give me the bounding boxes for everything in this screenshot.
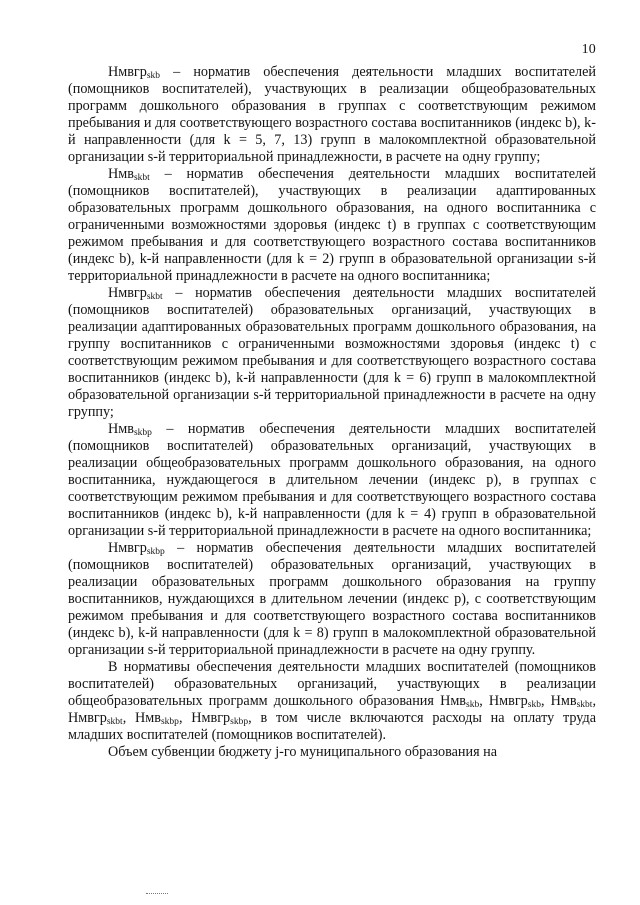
symbol-subscript: skb [466,700,480,710]
separator: , [122,710,136,726]
paragraph-text: , в том числе включаются расходы на оплату труда младших воспитателей (помощников воспитателей). [68,710,596,743]
page-number: 10 [581,42,596,57]
separator: , [592,693,596,709]
paragraph-normative-nmvgr-skbt [68,285,596,421]
separator: , [178,710,192,726]
symbol-subscript: skb [527,700,541,710]
symbol: Нмвгр [108,64,147,80]
paragraph-text: – норматив обеспечения деятельности младших воспитателей (помощников воспитателей), участвующих в реализации адаптированных образовательных программ дошкольного образования, на одного воспитанника с ограниченными возможностями здоровья (индекс t) в группах с соответствующим режимом пребывания и для соответствующего возрастного состава воспитанников (индекс b), k-й направленности (для k = 2) групп в образовательной организации s-й территориальной принадлежности в расчете на одного воспитанника; [68,166,596,284]
document-body [68,64,596,761]
symbol: Нмв [440,693,467,709]
symbol-subscript: skbt [146,292,163,302]
symbol-subscript: skbp [146,547,165,557]
symbol-subscript: skbp [160,717,179,727]
symbol-subscript: skbt [106,717,123,727]
symbol-subscript: skbp [133,428,152,438]
symbol: Нмвгр [68,710,107,726]
paragraph-text: В нормативы обеспечения деятельности младших воспитателей (помощников воспитателей) образовательных организаций, участвующих в реализации общеобразовательных программ дошкольного образования [68,659,596,709]
symbol-subscript: skb [146,71,161,81]
symbol-subscript: skbp [230,717,249,727]
symbol: Нмв [550,693,577,709]
symbol: Нмвгр [108,540,147,556]
symbol: Нмв [108,166,134,182]
paragraph-text: – норматив обеспечения деятельности младших воспитателей (помощников воспитателей) образовательных организаций, участвующих в реализации адаптированных образовательных программ дошкольного образования, на группу воспитанников с ограниченными возможностями здоровья (индекс t) с соответствующим режимом пребывания и для соответствующего возрастного состава воспитанников (индекс b), k-й направленности (для k = 6) групп в малокомплектной образовательной организации s-й территориальной принадлежности в расчете на одну группу; [68,285,596,420]
paragraph-subvention-volume [68,744,596,761]
paragraph-normative-nmv-skbt [68,166,596,285]
paragraph-text: – норматив обеспечения деятельности младших воспитателей (помощников воспитателей) образовательных организаций, участвующих в реализации общеобразовательных программ дошкольного образования, на одного воспитанника, нуждающегося в длительном лечении (индекс p), в группах с соответствующим режимом пребывания и для соответствующего возрастного состава воспитанников (индекс b), k-й направленности (для k = 4) групп в образовательной организации s-й территориальной принадлежности в расчете на одного воспитанника; [68,421,596,539]
separator: , [540,693,551,709]
paragraph-normative-nmvgr-skb [68,64,596,166]
symbol-subscript: skbt [133,173,150,183]
footer-mark [146,893,168,895]
symbol: Нмвгр [108,285,147,301]
paragraph-normative-nmv-skbp [68,421,596,540]
symbol-subscript: skbt [576,700,593,710]
paragraph-normatives-include [68,659,596,744]
separator: , [479,693,489,709]
paragraph-text: Объем субвенции бюджету j-го муниципального образования на [108,744,498,760]
paragraph-normative-nmvgr-skbp [68,540,596,659]
symbol: Нмвгр [191,710,231,726]
symbol: Нмвгр [488,693,528,709]
symbol: Нмв [108,421,134,437]
paragraph-text: – норматив обеспечения деятельности младших воспитателей (помощников воспитателей) образовательных организаций, участвующих в реализации образовательных программ дошкольного образования на группу воспитанников, нуждающихся в длительном лечении (индекс p), с соответствующим режимом пребывания и для соответствующего возрастного состава воспитанников (индекс b), k-й направленности (для k = 8) групп в малокомплектной образовательной организации s-й территориальной принадлежности в расчете на одну группу. [68,540,596,658]
symbol: Нмв [135,710,161,726]
paragraph-text: – норматив обеспечения деятельности младших воспитателей (помощников воспитателей), участвующих в реализации общеобразовательных программ дошкольного образования в группах с соответствующим режимом пребывания и для соответствующего возрастного состава воспитанников (индекс b), k-й направленности (для k = 5, 7, 13) групп в малокомплектной образовательной организации s-й территориальной принадлежности, в расчете на одну группу; [68,64,596,165]
